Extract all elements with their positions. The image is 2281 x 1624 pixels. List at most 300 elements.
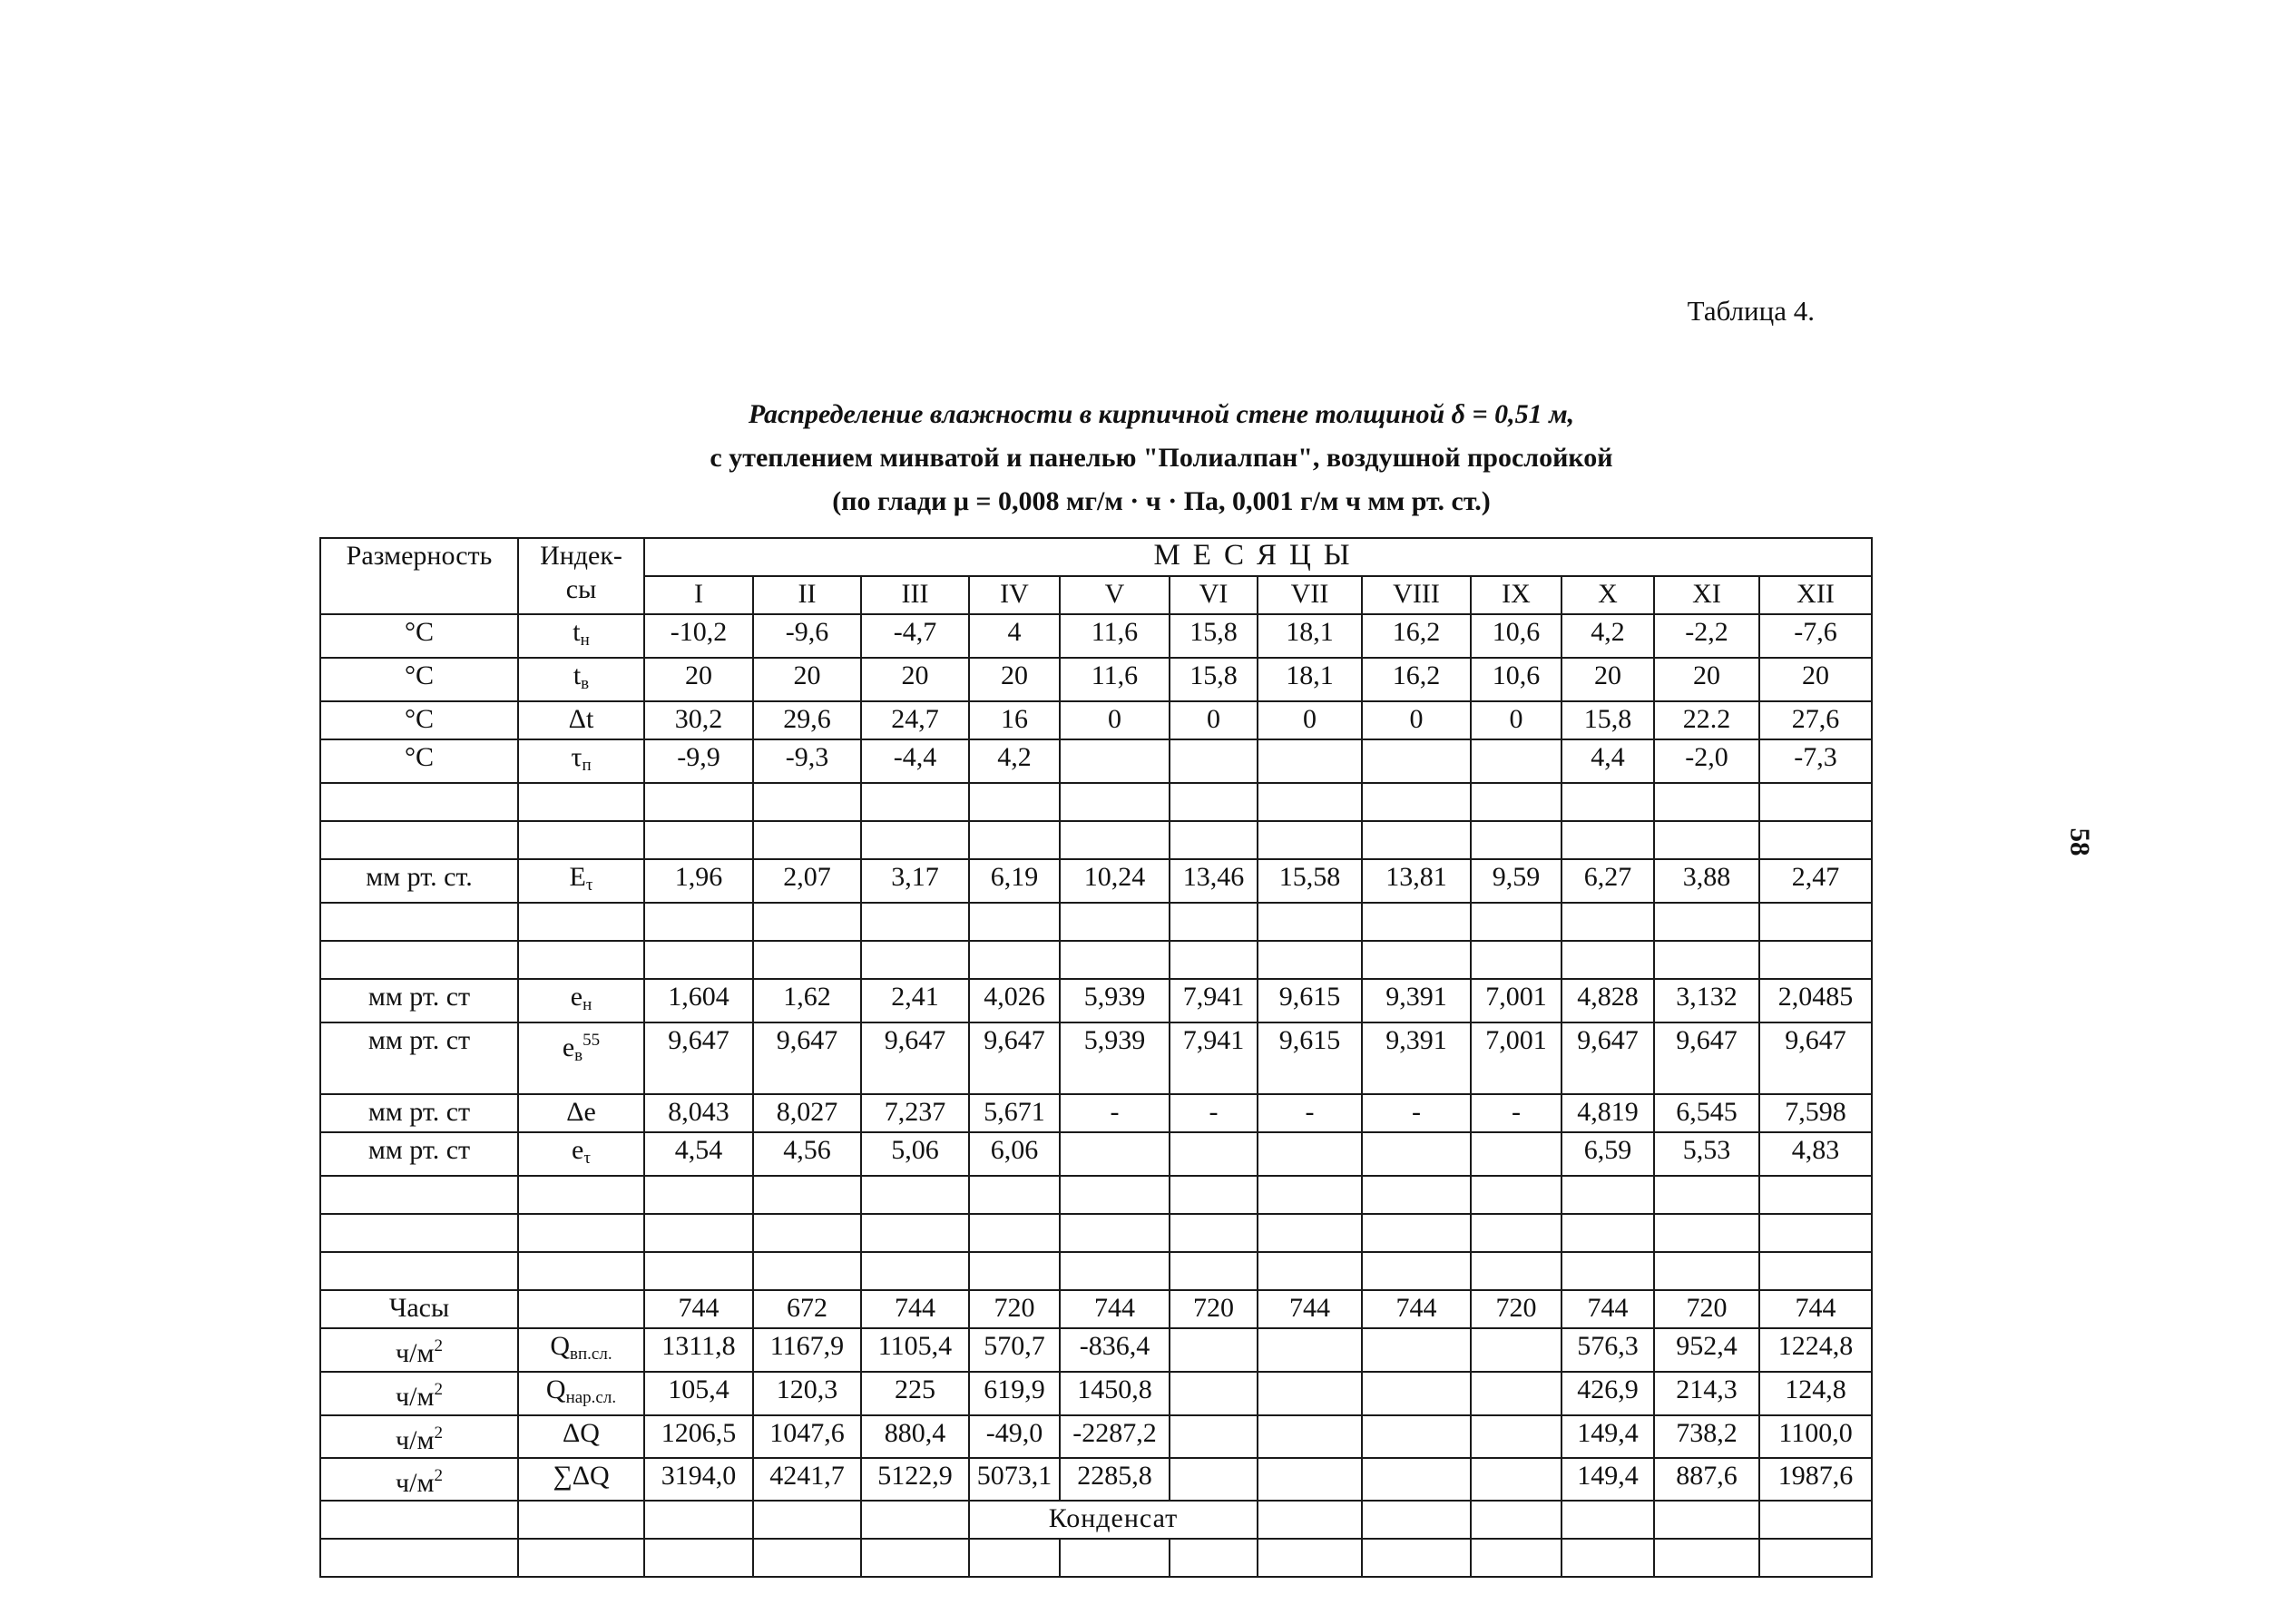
cell-month-7 (1258, 739, 1362, 783)
cell-month-8: 744 (1362, 1290, 1471, 1328)
row-dimension-text: °C (404, 742, 434, 772)
cell-month-6 (1170, 941, 1258, 979)
cell-month-10: 576,3 (1561, 1328, 1654, 1372)
cell-month-3 (861, 903, 969, 941)
table-row (320, 1094, 1872, 1132)
cell-month-6 (1170, 783, 1258, 821)
cell-month-5: 2285,8 (1060, 1458, 1170, 1501)
cell-month-11 (1654, 941, 1759, 979)
row-dimension-text: Часы (388, 1293, 450, 1323)
row-index-main: Δt (568, 704, 594, 734)
cell-month-10 (1561, 1176, 1654, 1214)
table-row (320, 1022, 1872, 1094)
table-row (320, 1290, 1872, 1328)
cell-month-4: 16 (969, 701, 1060, 739)
cell-month-1 (644, 1214, 753, 1252)
cell-month-9 (1471, 783, 1561, 821)
row-dimension-text: мм рт. ст (367, 1135, 471, 1165)
cell-month-5 (1060, 783, 1170, 821)
cell-month-8: 16,2 (1362, 658, 1471, 701)
cell-month-10: 4,4 (1561, 739, 1654, 783)
cell-month-4 (969, 1252, 1060, 1290)
cell-month-6: 15,8 (1170, 658, 1258, 701)
caption-line-1: Распределение влажности в кирпичной стене толщиной δ = 0,51 м, (748, 399, 1575, 429)
cell-month-1 (644, 1252, 753, 1290)
cell-month-12 (1759, 1214, 1872, 1252)
cell-month-8: 0 (1362, 701, 1471, 739)
cell-month-3 (861, 783, 969, 821)
row-index-symbol (518, 1252, 644, 1290)
row-index-symbol (518, 1022, 644, 1094)
cell-month-12: 20 (1759, 658, 1872, 701)
cell-month-9: 7,001 (1471, 979, 1561, 1022)
cell-month-3: 5122,9 (861, 1458, 969, 1501)
cell-month-9 (1471, 1252, 1561, 1290)
cell-month-10: 20 (1561, 658, 1654, 701)
header-month-7: VII (1258, 576, 1362, 614)
cell-month-10: 15,8 (1561, 701, 1654, 739)
cell-month-1: 1,604 (644, 979, 753, 1022)
row-index-main: e (572, 1135, 584, 1165)
cell-month-8 (1362, 1328, 1471, 1372)
table-row (320, 979, 1872, 1022)
row-index-subscript: п (582, 756, 592, 775)
row-index-symbol (518, 1214, 644, 1252)
row-dimension (320, 1290, 518, 1328)
cell-month-5 (1060, 1252, 1170, 1290)
cell-month-4 (969, 903, 1060, 941)
cell-month-2 (753, 1214, 861, 1252)
cell-month-8 (1362, 1372, 1471, 1415)
empty-cell (1561, 1501, 1654, 1539)
cell-month-8 (1362, 1458, 1471, 1501)
caption-line-2: с утеплением минватой и панелью "Полиалпан", воздушной прослойкой (710, 443, 1613, 473)
cell-month-4 (969, 1176, 1060, 1214)
row-index-symbol (518, 1372, 644, 1415)
cell-month-6: 720 (1170, 1290, 1258, 1328)
empty-cell (320, 1539, 518, 1577)
cell-month-9 (1471, 1214, 1561, 1252)
empty-cell (518, 1539, 644, 1577)
row-index-main: t (573, 617, 581, 647)
cell-month-5: 11,6 (1060, 658, 1170, 701)
row-dimension-sup: 2 (434, 1423, 443, 1443)
cell-month-1: -10,2 (644, 614, 753, 658)
empty-cell (1759, 1501, 1872, 1539)
cell-month-9 (1471, 1415, 1561, 1458)
cell-month-11: 5,53 (1654, 1132, 1759, 1176)
cell-month-11 (1654, 1176, 1759, 1214)
cell-month-7 (1258, 903, 1362, 941)
table-row (320, 783, 1872, 821)
table-row (320, 859, 1872, 903)
cell-month-12: 1987,6 (1759, 1458, 1872, 1501)
cell-month-1 (644, 821, 753, 859)
row-dimension (320, 1094, 518, 1132)
cell-month-5: 0 (1060, 701, 1170, 739)
row-dimension (320, 1022, 518, 1094)
header-months-title: МЕСЯЦЫ (644, 538, 1872, 576)
cell-month-5 (1060, 1132, 1170, 1176)
cell-month-2: 2,07 (753, 859, 861, 903)
cell-month-5: 10,24 (1060, 859, 1170, 903)
cell-month-8: - (1362, 1094, 1471, 1132)
header-month-6: VI (1170, 576, 1258, 614)
cell-month-12: 124,8 (1759, 1372, 1872, 1415)
cell-month-9: - (1471, 1094, 1561, 1132)
cell-month-10: 6,59 (1561, 1132, 1654, 1176)
cell-month-12 (1759, 903, 1872, 941)
table-label: Таблица 4. (1687, 295, 1815, 327)
header-month-2: II (753, 576, 861, 614)
condensate-row (320, 1501, 1872, 1539)
header-month-10: X (1561, 576, 1654, 614)
cell-month-6 (1170, 1458, 1258, 1501)
row-index-symbol (518, 701, 644, 739)
table-row (320, 1214, 1872, 1252)
cell-month-3: -4,7 (861, 614, 969, 658)
row-index-subscript: н (582, 995, 592, 1014)
header-month-9: IX (1471, 576, 1561, 614)
cell-month-12: 2,0485 (1759, 979, 1872, 1022)
row-index-symbol (518, 1290, 644, 1328)
cell-month-2: 672 (753, 1290, 861, 1328)
cell-month-11: -2,0 (1654, 739, 1759, 783)
cell-month-8 (1362, 821, 1471, 859)
table-row (320, 1372, 1872, 1415)
row-index-subscript: вп.сл. (570, 1345, 612, 1364)
cell-month-6: 15,8 (1170, 614, 1258, 658)
cell-month-8 (1362, 783, 1471, 821)
row-index-symbol (518, 1328, 644, 1372)
cell-month-7: 0 (1258, 701, 1362, 739)
row-dimension (320, 1132, 518, 1176)
cell-month-5: 11,6 (1060, 614, 1170, 658)
empty-cell (320, 1501, 518, 1539)
table-row (320, 821, 1872, 859)
cell-month-7 (1258, 821, 1362, 859)
cell-month-3: 20 (861, 658, 969, 701)
cell-month-10 (1561, 1252, 1654, 1290)
cell-month-12: 7,598 (1759, 1094, 1872, 1132)
row-dimension (320, 941, 518, 979)
row-index-subscript: н (580, 631, 590, 650)
cell-month-5 (1060, 739, 1170, 783)
cell-month-9 (1471, 1458, 1561, 1501)
cell-month-5: 5,939 (1060, 1022, 1170, 1094)
cell-month-10 (1561, 1214, 1654, 1252)
cell-month-5 (1060, 1214, 1170, 1252)
table-row (320, 739, 1872, 783)
cell-month-12 (1759, 1176, 1872, 1214)
header-index (518, 538, 644, 614)
cell-month-8 (1362, 1415, 1471, 1458)
cell-month-11: -2,2 (1654, 614, 1759, 658)
cell-month-4 (969, 821, 1060, 859)
cell-month-1: 20 (644, 658, 753, 701)
cell-month-7: 9,615 (1258, 979, 1362, 1022)
row-index-main: t (573, 660, 582, 690)
row-dimension-text: ч/м (396, 1338, 435, 1368)
cell-month-1: 9,647 (644, 1022, 753, 1094)
cell-month-3: 7,237 (861, 1094, 969, 1132)
cell-month-4: -49,0 (969, 1415, 1060, 1458)
cell-month-12: -7,3 (1759, 739, 1872, 783)
caption-line-3: (по глади μ = 0,008 мг/м · ч · Па, 0,001 г/м ч мм рт. ст.) (832, 486, 1491, 516)
cell-month-9: 720 (1471, 1290, 1561, 1328)
row-dimension (320, 859, 518, 903)
cell-month-7: 18,1 (1258, 614, 1362, 658)
cell-month-2 (753, 903, 861, 941)
cell-month-3: 2,41 (861, 979, 969, 1022)
row-dimension (320, 1328, 518, 1372)
cell-month-9: 7,001 (1471, 1022, 1561, 1094)
cell-month-12 (1759, 1252, 1872, 1290)
cell-month-4 (969, 941, 1060, 979)
header-month-12: XII (1759, 576, 1872, 614)
cell-month-4: 5,671 (969, 1094, 1060, 1132)
cell-month-11: 3,132 (1654, 979, 1759, 1022)
cell-month-11: 9,647 (1654, 1022, 1759, 1094)
cell-month-10 (1561, 783, 1654, 821)
cell-month-7: - (1258, 1094, 1362, 1132)
empty-cell (753, 1501, 861, 1539)
cell-month-1: 3194,0 (644, 1458, 753, 1501)
cell-month-9 (1471, 1372, 1561, 1415)
row-index-symbol (518, 1458, 644, 1501)
cell-month-6: 7,941 (1170, 1022, 1258, 1094)
row-index-symbol (518, 614, 644, 658)
cell-month-8 (1362, 1176, 1471, 1214)
cell-month-11 (1654, 1252, 1759, 1290)
cell-month-5 (1060, 821, 1170, 859)
empty-cell (1471, 1501, 1561, 1539)
cell-month-1: 8,043 (644, 1094, 753, 1132)
header-row-1 (320, 538, 1872, 576)
row-dimension-text: ч/м (396, 1382, 435, 1412)
cell-month-10: 4,2 (1561, 614, 1654, 658)
cell-month-7: 744 (1258, 1290, 1362, 1328)
cell-month-12: 2,47 (1759, 859, 1872, 903)
empty-cell (969, 1539, 1060, 1577)
cell-month-8: 13,81 (1362, 859, 1471, 903)
cell-month-2: 20 (753, 658, 861, 701)
cell-month-8 (1362, 1132, 1471, 1176)
table-caption (526, 393, 1796, 523)
row-dimension (320, 701, 518, 739)
cell-month-5: - (1060, 1094, 1170, 1132)
cell-month-4: 720 (969, 1290, 1060, 1328)
empty-cell (644, 1501, 753, 1539)
row-dimension (320, 1372, 518, 1415)
row-dimension-text: мм рт. ст (367, 1025, 471, 1055)
row-index-subscript: в (581, 674, 590, 693)
row-index-main: E (569, 862, 586, 892)
row-dimension (320, 979, 518, 1022)
cell-month-7: 9,615 (1258, 1022, 1362, 1094)
cell-month-5: 744 (1060, 1290, 1170, 1328)
row-dimension-text: мм рт. ст (367, 1097, 471, 1127)
table-body (320, 538, 1872, 1577)
cell-month-4: 619,9 (969, 1372, 1060, 1415)
cell-month-7 (1258, 1252, 1362, 1290)
cell-month-3: 3,17 (861, 859, 969, 903)
table-row (320, 941, 1872, 979)
row-dimension-text: мм рт. ст (367, 982, 471, 1012)
empty-cell (1561, 1539, 1654, 1577)
cell-month-9 (1471, 941, 1561, 979)
cell-month-12: 1100,0 (1759, 1415, 1872, 1458)
cell-month-6 (1170, 1132, 1258, 1176)
cell-month-2: 120,3 (753, 1372, 861, 1415)
cell-month-11: 20 (1654, 658, 1759, 701)
cell-month-7 (1258, 1176, 1362, 1214)
cell-month-4: 4 (969, 614, 1060, 658)
cell-month-4: 9,647 (969, 1022, 1060, 1094)
empty-cell (1258, 1501, 1362, 1539)
cell-month-6 (1170, 1328, 1258, 1372)
cell-month-11 (1654, 783, 1759, 821)
cell-month-9 (1471, 1132, 1561, 1176)
cell-month-1: -9,9 (644, 739, 753, 783)
row-dimension (320, 903, 518, 941)
cell-month-2: 8,027 (753, 1094, 861, 1132)
cell-month-12: 4,83 (1759, 1132, 1872, 1176)
cell-month-4: 6,19 (969, 859, 1060, 903)
row-index-main: ΔQ (563, 1418, 600, 1448)
cell-month-2: 1,62 (753, 979, 861, 1022)
empty-cell (1654, 1539, 1759, 1577)
header-month-1: I (644, 576, 753, 614)
page-number: 58 (2064, 827, 2097, 856)
cell-month-1 (644, 941, 753, 979)
empty-cell (1362, 1539, 1471, 1577)
cell-month-4 (969, 783, 1060, 821)
cell-month-10: 744 (1561, 1290, 1654, 1328)
table-row (320, 1415, 1872, 1458)
cell-month-3: 225 (861, 1372, 969, 1415)
cell-month-7 (1258, 1328, 1362, 1372)
empty-cell (753, 1539, 861, 1577)
cell-month-12: 9,647 (1759, 1022, 1872, 1094)
cell-month-3: 24,7 (861, 701, 969, 739)
cell-month-1: 1206,5 (644, 1415, 753, 1458)
cell-month-4: 570,7 (969, 1328, 1060, 1372)
empty-cell (1060, 1539, 1170, 1577)
cell-month-10: 149,4 (1561, 1458, 1654, 1501)
header-month-3: III (861, 576, 969, 614)
cell-month-2 (753, 783, 861, 821)
cell-month-12 (1759, 821, 1872, 859)
cell-month-7 (1258, 1132, 1362, 1176)
cell-month-3 (861, 1252, 969, 1290)
cell-month-7 (1258, 941, 1362, 979)
cell-month-9: 10,6 (1471, 614, 1561, 658)
cell-month-6: 0 (1170, 701, 1258, 739)
cell-month-4: 4,2 (969, 739, 1060, 783)
row-dimension-text: °C (404, 704, 434, 734)
cell-month-5 (1060, 941, 1170, 979)
condensate-label: Конденсат (969, 1501, 1258, 1539)
cell-month-2 (753, 821, 861, 859)
row-index-symbol (518, 859, 644, 903)
empty-cell (1362, 1501, 1471, 1539)
cell-month-6 (1170, 903, 1258, 941)
row-dimension (320, 821, 518, 859)
row-dimension (320, 1176, 518, 1214)
row-dimension (320, 1415, 518, 1458)
cell-month-10: 426,9 (1561, 1372, 1654, 1415)
cell-month-11: 720 (1654, 1290, 1759, 1328)
table-row (320, 614, 1872, 658)
row-index-symbol (518, 821, 644, 859)
cell-month-7 (1258, 1372, 1362, 1415)
cell-month-7: 18,1 (1258, 658, 1362, 701)
cell-month-12 (1759, 941, 1872, 979)
cell-month-8: 16,2 (1362, 614, 1471, 658)
cell-month-9 (1471, 1328, 1561, 1372)
row-index-symbol (518, 1094, 644, 1132)
cell-month-3: -4,4 (861, 739, 969, 783)
cell-month-12 (1759, 783, 1872, 821)
cell-month-9 (1471, 821, 1561, 859)
cell-month-10 (1561, 941, 1654, 979)
row-index-symbol (518, 783, 644, 821)
cell-month-10: 4,819 (1561, 1094, 1654, 1132)
row-index-main: e (562, 1032, 575, 1062)
cell-month-3: 880,4 (861, 1415, 969, 1458)
cell-month-11: 952,4 (1654, 1328, 1759, 1372)
cell-month-10 (1561, 821, 1654, 859)
row-index-symbol (518, 903, 644, 941)
cell-month-11: 887,6 (1654, 1458, 1759, 1501)
row-dimension-sup: 2 (434, 1336, 443, 1355)
cell-month-9: 10,6 (1471, 658, 1561, 701)
cell-month-4: 5073,1 (969, 1458, 1060, 1501)
row-index-symbol (518, 658, 644, 701)
empty-cell (1170, 1539, 1258, 1577)
cell-month-4: 20 (969, 658, 1060, 701)
row-dimension (320, 1214, 518, 1252)
table-row (320, 1252, 1872, 1290)
header-month-11: XI (1654, 576, 1759, 614)
table-row (320, 1176, 1872, 1214)
header-index-line1: Индек- (540, 541, 622, 571)
row-index-main: Q (550, 1331, 571, 1361)
row-dimension (320, 614, 518, 658)
row-index-main: τ (571, 742, 582, 772)
cell-month-8: 9,391 (1362, 1022, 1471, 1094)
cell-month-6 (1170, 739, 1258, 783)
empty-cell (861, 1539, 969, 1577)
cell-month-3 (861, 1176, 969, 1214)
cell-month-7: 15,58 (1258, 859, 1362, 903)
cell-month-3: 744 (861, 1290, 969, 1328)
cell-month-9: 0 (1471, 701, 1561, 739)
cell-month-2: 1047,6 (753, 1415, 861, 1458)
cell-month-7 (1258, 1415, 1362, 1458)
cell-month-2: 29,6 (753, 701, 861, 739)
cell-month-5: -2287,2 (1060, 1415, 1170, 1458)
cell-month-3: 9,647 (861, 1022, 969, 1094)
cell-month-8 (1362, 1252, 1471, 1290)
row-index-symbol (518, 1176, 644, 1214)
row-dimension-text: °C (404, 617, 434, 647)
cell-month-5: 5,939 (1060, 979, 1170, 1022)
cell-month-4: 6,06 (969, 1132, 1060, 1176)
cell-month-12: -7,6 (1759, 614, 1872, 658)
cell-month-7 (1258, 1214, 1362, 1252)
